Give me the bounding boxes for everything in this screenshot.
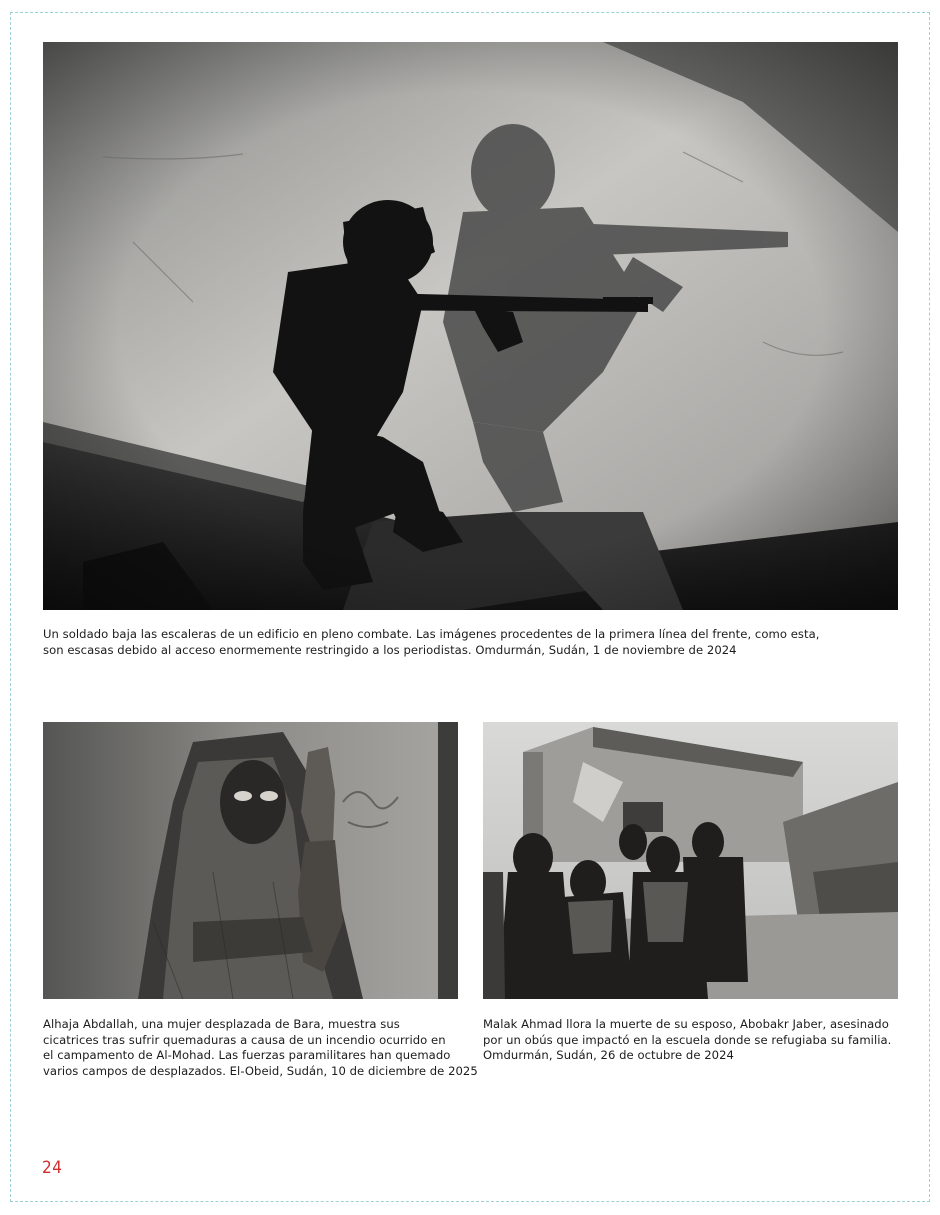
caption-line: Omdurmán, Sudán, 26 de octubre de 2024: [483, 1048, 734, 1062]
soldier-photo-caption: [43, 627, 903, 658]
mourning-women-image: [483, 722, 898, 999]
soldier-photo-image: [43, 42, 898, 610]
page-number: 24: [42, 1158, 63, 1178]
displaced-woman-caption: [43, 1017, 478, 1079]
caption-line: cicatrices tras sufrir quemaduras a causa de un incendio ocurrido en: [43, 1032, 446, 1047]
caption-line: Alhaja Abdallah, una mujer desplazada de Bara, muestra sus: [43, 1017, 400, 1031]
caption-line: el campamento de Al-Mohad. Las fuerzas paramilitares han quemado: [43, 1048, 451, 1062]
displaced-woman-image: [43, 722, 458, 999]
caption-line: Un soldado baja las escaleras de un edificio en pleno combate. Las imágenes procedentes de la primera línea del frente, como esta,: [43, 627, 820, 641]
caption-line: son escasas debido al acceso enormemente restringido a los periodistas. Omdurmán, Sudán, 1 de noviembre de 2024: [43, 642, 737, 657]
mourning-women-photo: [483, 722, 898, 999]
caption-line: varios campos de desplazados. El-Obeid, Sudán, 10 de diciembre de 2025: [43, 1063, 478, 1078]
mourning-women-caption: [483, 1017, 903, 1064]
caption-line: por un obús que impactó en la escuela donde se refugiaba su familia.: [483, 1032, 892, 1047]
soldier-photo: [43, 42, 898, 610]
displaced-woman-photo: [43, 722, 458, 999]
caption-line: Malak Ahmad llora la muerte de su esposo, Abobakr Jaber, asesinado: [483, 1017, 889, 1031]
